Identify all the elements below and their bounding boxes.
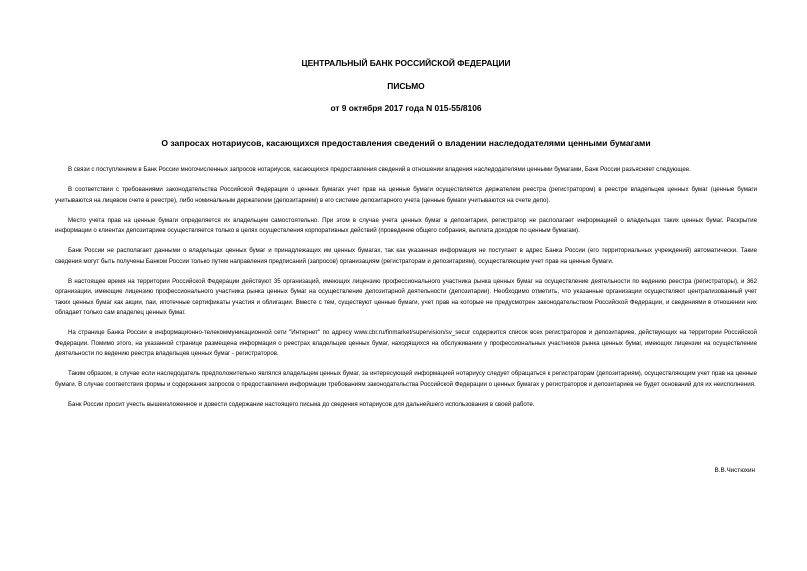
paragraph: Банк России просит учесть вышеизложенное и довести содержание настоящего письма до сведения нотариусов для дальнейшего использования в своей работе. bbox=[68, 400, 535, 408]
issuer-title: ЦЕНТРАЛЬНЫЙ БАНК РОССИЙСКОЙ ФЕДЕРАЦИИ bbox=[301, 58, 511, 68]
paragraph: На странице Банка России в информационно-телекоммуникационной сети "Интернет" по адресу www.cbr.ru/finmarket/supervision/sv_secur содержится список всех регистраторов и депозитариев, действующих на территории Российской Федерации. Помимо этого, на указанной странице размещена информация о реестрах владельцев ценных бумаг, находящихся на обслуживании у профессиональных участников рынка ценных бумаг, имеющих лицензии на осуществление деятельности по ведению реестра владельцев ценных бумаг - регистраторов. bbox=[55, 329, 757, 357]
paragraph: Банк России не располагает данными о владельцах ценных бумаг и принадлежащих им ценных бумагах, так как указанная информация не поступает в адрес Банка России (его территориальных учреждений) автоматически. Такие сведения могут быть получены Банком России только путем направления предписаний (запросов) организациям (регистраторам и депозитариям), осуществляющим учет прав на ценные бумаги. bbox=[55, 247, 757, 265]
paragraph: В связи с поступлением в Банк России многочисленных запросов нотариусов, касающихся предоставления сведений в отношении владения наследодателями ценными бумагами, Банк России разъясняет следующее. bbox=[68, 166, 691, 173]
paragraph: В соответствии с требованиями законодательства Российской Федерации о ценных бумагах учет прав на ценные бумаги осуществляется держателем реестра (регистратором) в реестре владельцев ценных бумаг (ценные бумаги учитываются на лицевом счете в реестре), либо номинальным держателем (депозитарием) в его системе депозитарного учета (ценные бумаги учитываются на счете депо). bbox=[55, 186, 757, 204]
paragraph: Таким образом, в случае если наследодатель предположительно являлся владельцем ценных бумаг, за интересующей информацией нотариусу следует обращаться к регистраторам (депозитариям), осуществляющим учет прав на ценные бумаги. В случае соответствия формы и содержания запросов о предоставлении информации требованиям законодательства Российской Федерации о ценных бумагах у регистраторов и депозитариев не будет оснований для их неисполнения. bbox=[55, 370, 757, 388]
paragraph: В настоящее время на территории Российской Федерации действуют 35 организаций, имеющих лицензию профессионального участника рынка ценных бумаг на осуществление деятельности по ведению реестра (регистраторы), и 362 организации, имеющие лицензию профессионального участника рынка ценных бумаг на осуществление депозитарной деятельности (депозитарии). Необходимо отметить, что указанные организации осуществляют централизованный учет таких ценных бумаг как акции, паи, ипотечные сертификаты участия и облигации. Вместе с тем, существуют ценные бумаги, учет прав на которые не предусмотрен законодательством Российской Федерации, и сведениями в отношении них обладает только сам владелец ценных бумаг. bbox=[55, 277, 757, 316]
document-type: ПИСЬМО bbox=[387, 81, 425, 91]
paragraph: Место учета прав на ценные бумаги определяется их владельцем самостоятельно. При этом в случае учета ценных бумаг в депозитарии, регистратор не располагает информацией о владельцах таких ценных бумаг. Раскрытие информации о клиентах депозитариев осуществляется только в целях осуществления корпоративных действий (проведение общего собрания, выплата доходов по ценным бумагам). bbox=[55, 216, 757, 234]
signature: В.В.Чистюхин bbox=[714, 467, 755, 474]
document-date-number: от 9 октября 2017 года N 015-55/8106 bbox=[330, 103, 482, 113]
document-subject: О запросах нотариусов, касающихся предоставления сведений о владении наследодателями ценными бумагами bbox=[161, 138, 651, 148]
letter-body bbox=[55, 165, 757, 410]
